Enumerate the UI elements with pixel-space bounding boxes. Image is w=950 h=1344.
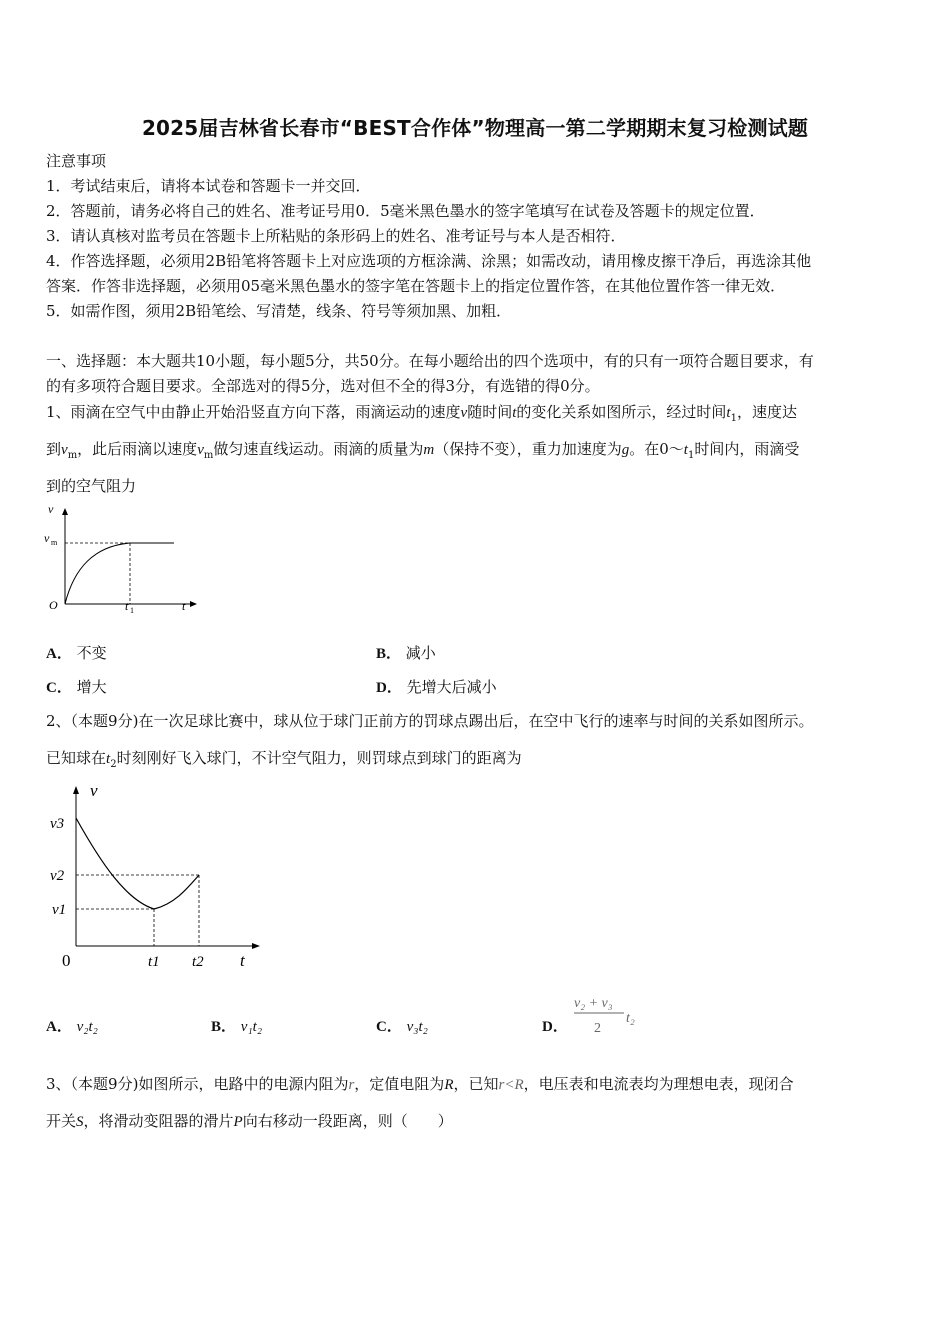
notice-heading: 注意事项 [46, 152, 107, 170]
q2-option-c[interactable]: C． v₃t₂ [376, 1019, 428, 1035]
q1-curve [65, 543, 174, 604]
q2-option-a[interactable]: A． v₂t₂ [46, 1019, 98, 1035]
notice-item-3: 3．请认真核对监考员在答题卡上所粘贴的条形码上的姓名、准考证号与本人是否相符． [46, 227, 626, 245]
q2-t2-label: t2 [192, 954, 204, 970]
q1-x-axis-arrow [190, 601, 197, 607]
notice-item-2: 2．答题前，请务必将自己的姓名、准考证号用0．5毫米黑色墨水的签字笔填写在试卷及答题卡的规定位置． [46, 202, 765, 220]
q1-origin-label: O [49, 598, 58, 612]
page-title: 2025届吉林省长春市“BEST合作体”物理高一第二学期期末复习检测试题 [141, 116, 809, 140]
q1-option-d[interactable]: D． 先增大后减小 [376, 678, 497, 696]
q2-d-numerator: v₂ + v₃ [574, 996, 613, 1011]
q2-option-d-fraction [572, 990, 644, 1040]
notice-item-4-cont: 答案．作答非选择题，必须用05毫米黑色墨水的签字笔在答题卡上的指定位置作答，在其他位置作答一律无效． [46, 277, 786, 295]
q2-option-d[interactable]: D． [542, 1019, 568, 1035]
q3-line-1: 3、（本题9分)如图所示，电路中的电源内阻为r，定值电阻为R，已知r<R，电压表和电流表均为理想电表，现闭合 [46, 1075, 794, 1093]
q1-option-a[interactable]: A． 不变 [46, 644, 107, 662]
section-intro-line2: 的有多项符合题目要求。全部选对的得5分，选对但不全的得3分，有选错的得0分。 [46, 377, 600, 395]
q2-origin-label: 0 [62, 951, 71, 970]
q2-d-tail: t₂ [626, 1011, 635, 1026]
q1-option-b[interactable]: B． 减小 [376, 644, 436, 662]
q2-x-axis-arrow [252, 943, 260, 949]
q3-line-2: 开关S，将滑动变阻器的滑片P向右移动一段距离，则（ ） [46, 1112, 453, 1130]
q1-line-1: 1、雨滴在空气中由静止开始沿竖直方向下落，雨滴运动的速度v随时间t的变化关系如图所示，经过时间$t_1$，速度达 [46, 403, 797, 424]
q2-d-denominator: 2 [594, 1021, 601, 1036]
notice-item-4: 4．作答选择题，必须用2B铅笔将答题卡上对应选项的方框涂满、涂黑；如需改动，请用橡皮擦干净后，再选涂其他 [46, 252, 812, 270]
q2-x-label: t [240, 951, 245, 970]
q1-y-axis-arrow [62, 508, 68, 515]
q2-t1-label: t1 [148, 954, 160, 970]
q1-vm-label: v [44, 531, 50, 545]
q2-y-axis-arrow [73, 786, 79, 794]
q1-line-2: 到$v_m$，此后雨滴以速度$v_m$做匀速直线运动。雨滴的质量为m（保持不变），重力加速度为g。在$0\sim t_1$时间内，雨滴受 [46, 440, 800, 461]
q1-y-label: v [48, 502, 54, 516]
q1-line-3: 到的空气阻力 [46, 477, 137, 495]
q1-velocity-graph [40, 500, 210, 618]
notice-item-5: 5．如需作图，须用2B铅笔绘、写清楚，线条、符号等须加黑、加粗． [46, 302, 512, 320]
q1-vm-sub: m [51, 538, 58, 547]
q2-curve [76, 818, 199, 909]
q2-velocity-graph [46, 778, 266, 974]
q2-y-label: v [90, 781, 98, 800]
notice-item-1: 1．考试结束后，请将本试卷和答题卡一并交回． [46, 177, 371, 195]
section-intro-line1: 一、选择题：本大题共10小题，每小题5分，共50分。在每小题给出的四个选项中，有的只有一项符合题目要求，有 [46, 352, 814, 370]
q1-x-label: t [182, 599, 186, 613]
q2-v3-label: v3 [50, 816, 65, 832]
q2-line-1: 2、（本题9分)在一次足球比赛中，球从位于球门正前方的罚球点踢出后，在空中飞行的速率与时间的关系如图所示。 [46, 712, 814, 730]
q2-v2-label: v2 [50, 868, 65, 884]
q2-v1-label: v1 [52, 902, 67, 918]
q1-t1-sub: 1 [130, 606, 134, 615]
q1-t1-label: t [125, 599, 129, 613]
q2-option-b[interactable]: B． v₁t₂ [211, 1019, 263, 1035]
q2-line-2: 已知球在$t_2$时刻刚好飞入球门，不计空气阻力，则罚球点到球门的距离为 [46, 749, 522, 770]
q1-option-c[interactable]: C． 增大 [46, 678, 107, 696]
